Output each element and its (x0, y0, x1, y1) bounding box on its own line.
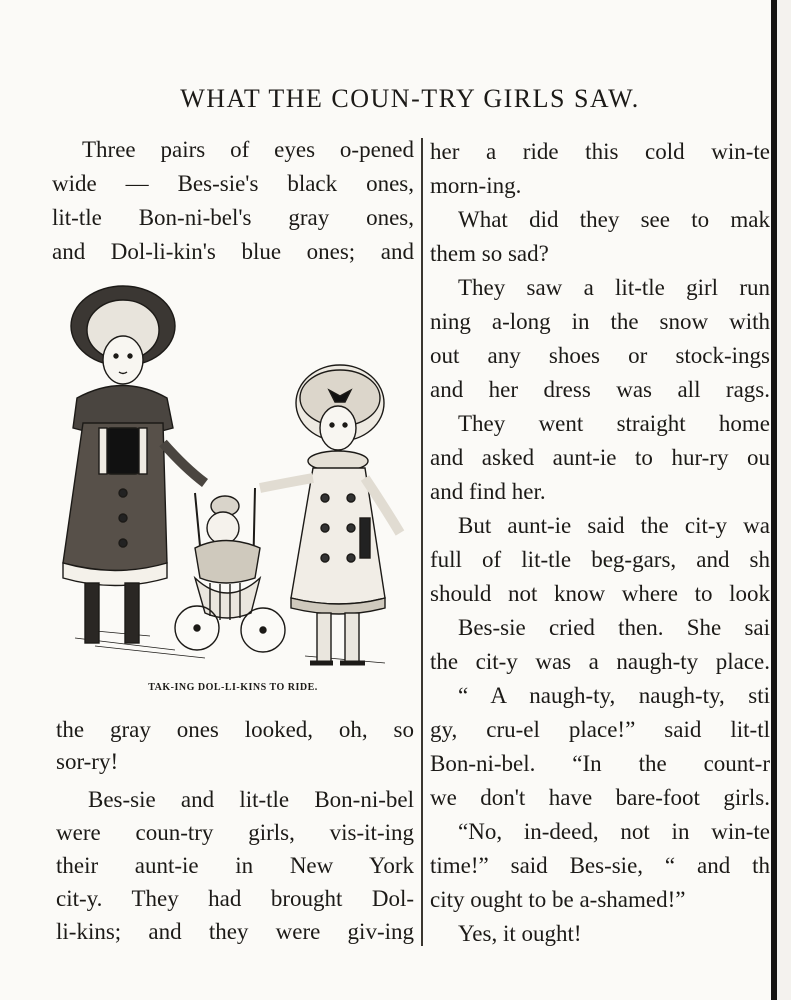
text-line: them so sad? (430, 241, 549, 266)
text-line: They went straight home (458, 411, 770, 436)
text-line: “ A naugh-ty, naugh-ty, sti (458, 683, 770, 708)
text-line: the cit-y was a naugh-ty place. (430, 649, 770, 674)
text-line: and find her. (430, 479, 546, 504)
girls-with-doll-carriage-illustration (55, 278, 417, 686)
text-line: city ought to be a-shamed!” (430, 887, 686, 912)
text-line: sor-ry! (56, 749, 119, 774)
next-page-edge (777, 0, 791, 1000)
text-line: li-kins; and they were giv-ing (56, 919, 414, 944)
text-line: They saw a lit-tle girl run (458, 275, 770, 300)
left-column-bottom-text (52, 716, 414, 948)
page-title: WHAT THE COUN-TRY GIRLS SAW. (180, 84, 640, 113)
text-line: we don't have bare-foot girls. (430, 785, 770, 810)
text-line: should not know where to look (430, 581, 770, 606)
text-line: out any shoes or stock-ings (430, 343, 770, 368)
text-line: morn-ing. (430, 173, 522, 198)
text-line: time!” said Bes-sie, “ and th (430, 853, 770, 878)
text-line: the gray ones looked, oh, so (56, 717, 414, 742)
left-column-top-text (52, 136, 414, 266)
text-line: ning a-long in the snow with (430, 309, 770, 334)
text-line: and Dol-li-kin's blue ones; and (52, 239, 414, 264)
text-line: her a ride this cold win-te (430, 139, 770, 164)
text-line: were coun-try girls, vis-it-ing (56, 820, 414, 845)
text-line: and asked aunt-ie to hur-ry ou (430, 445, 770, 470)
column-divider (421, 138, 423, 946)
text-line: wide — Bes-sie's black ones, (52, 171, 414, 196)
text-line: lit-tle Bon-ni-bel's gray ones, (52, 205, 414, 230)
text-line: “No, in-deed, not in win-te (458, 819, 770, 844)
text-line: and her dress was all rags. (430, 377, 770, 402)
text-line: full of lit-tle beg-gars, and sh (430, 547, 770, 572)
text-line: gy, cru-el place!” said lit-tl (430, 717, 770, 742)
text-line: cit-y. They had brought Dol- (56, 886, 414, 911)
text-line: But aunt-ie said the cit-y wa (458, 513, 770, 538)
illustration-caption: TAK-ING DOL-LI-KINS TO RIDE. (148, 682, 318, 693)
text-line: their aunt-ie in New York (56, 853, 414, 878)
text-line: Bon-ni-bel. “In the count-r (430, 751, 770, 776)
text-line: Bes-sie and lit-tle Bon-ni-bel (88, 787, 414, 812)
text-line: Three pairs of eyes o-pened (82, 137, 414, 162)
text-line: Bes-sie cried then. She sai (458, 615, 770, 640)
text-line: Yes, it ought! (458, 921, 582, 946)
text-line: What did they see to mak (458, 207, 770, 232)
right-column-text (430, 138, 770, 948)
